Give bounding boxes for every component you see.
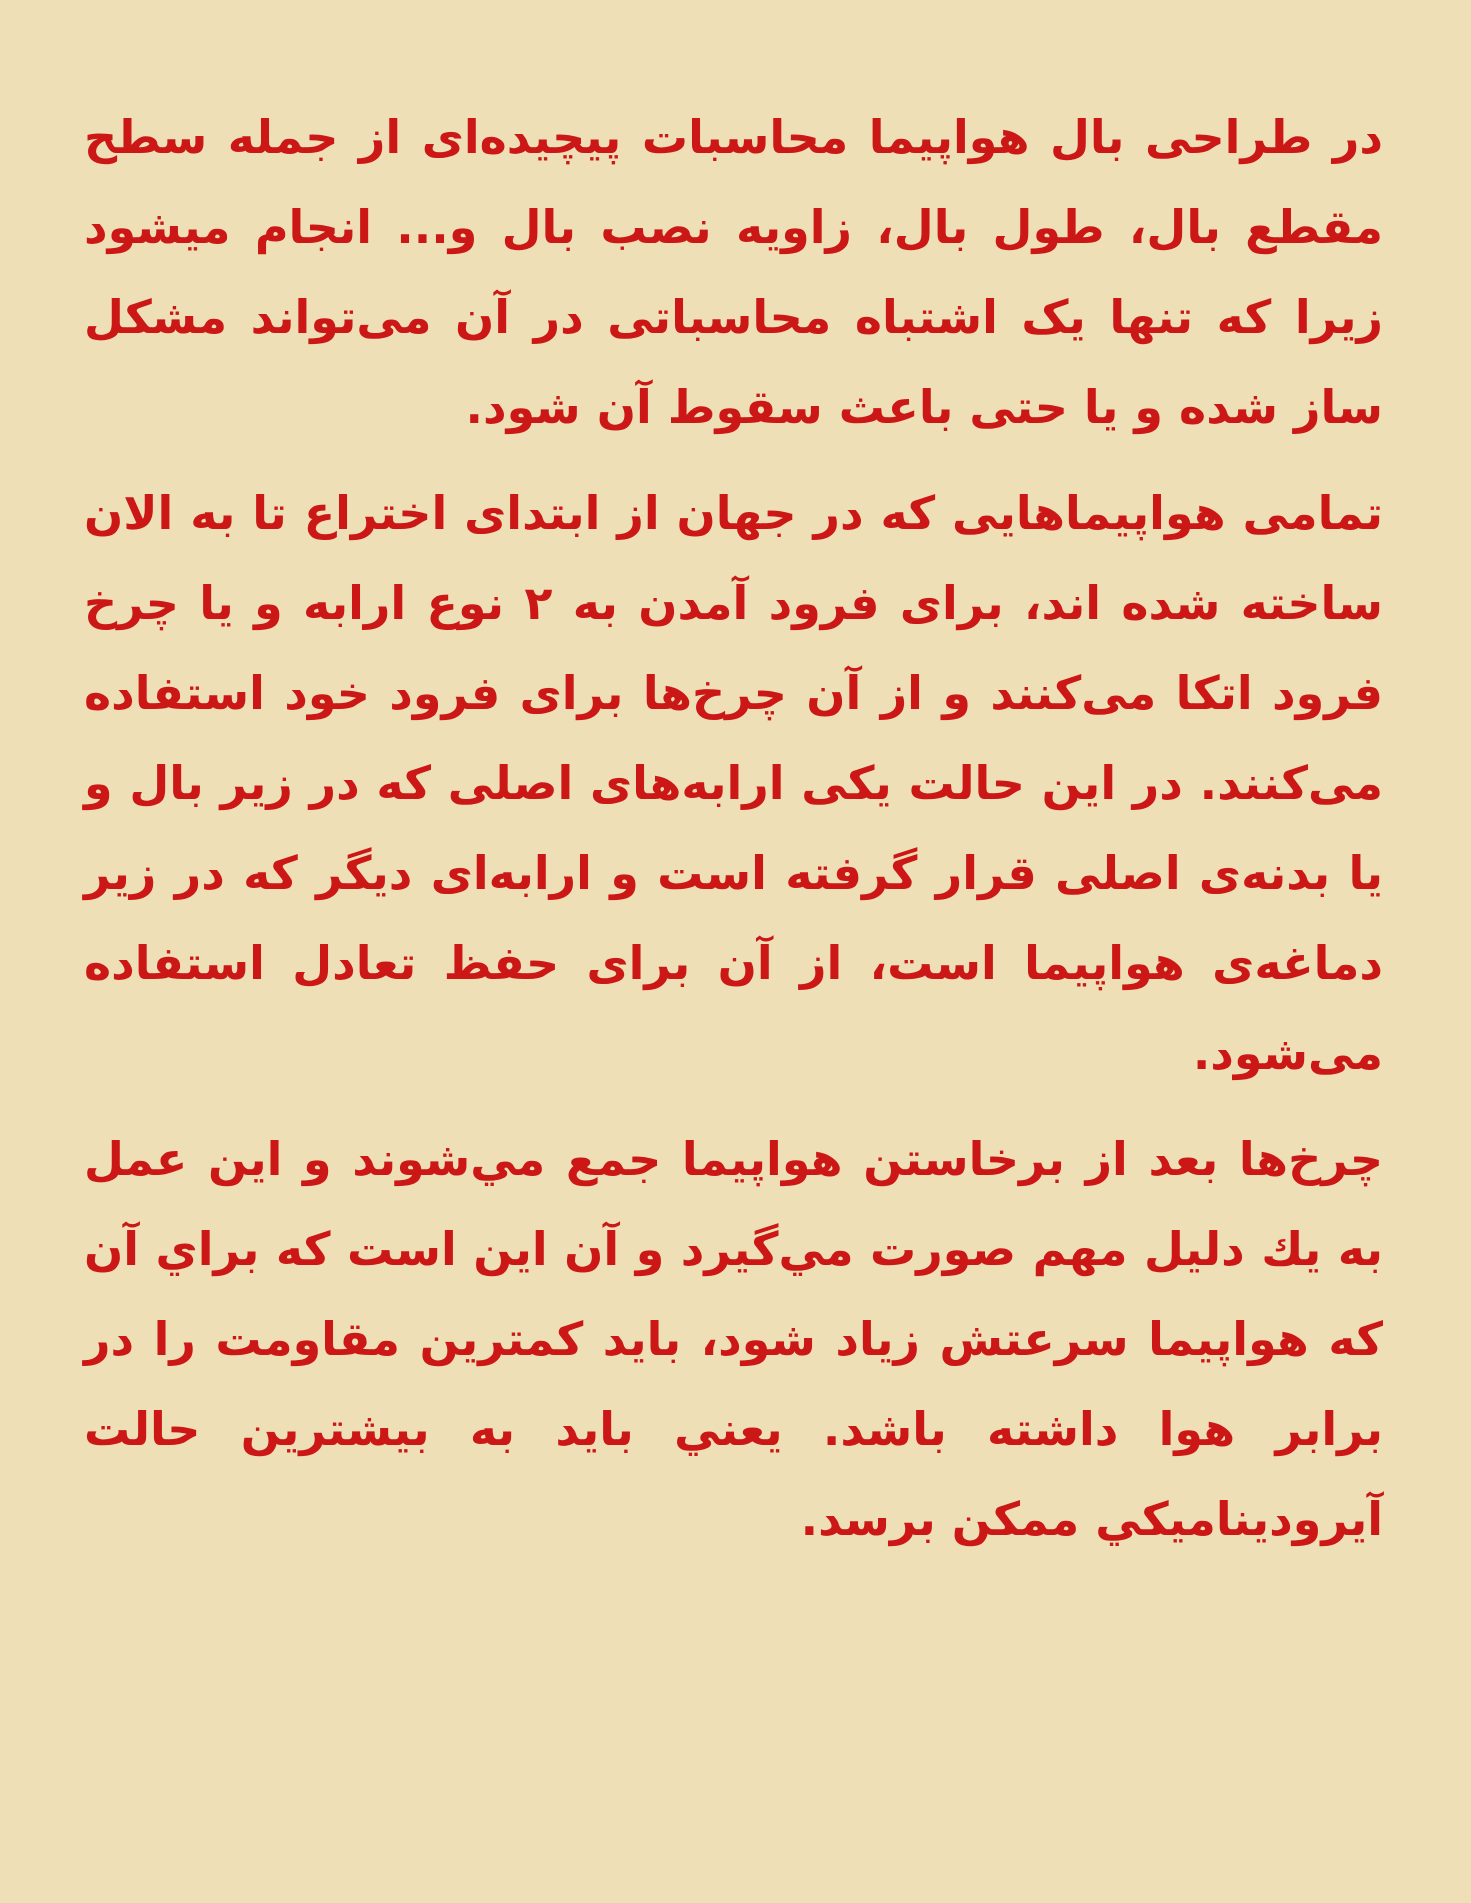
paragraph-wing-design: در طراحی بال هواپیما محاسبات پیچیده‌ای از جمله سطح مقطع بال، طول بال، زاویه نصب بال و... انجام میشود زیرا که تنها یک اشتباه محاسباتی در آن می‌تواند مشکل ساز شده و یا حتی باعث سقوط آن شود. [84, 110, 1383, 434]
paragraph-landing-gear: تمامی هواپیماهایی که در جهان از ابتدای اختراع تا به الان ساخته شده اند، برای فرود آمدن به ۲ نوع ارابه و یا چرخ فرود اتکا می‌کنند و از آن چرخ‌ها برای فرود خود استفاده می‌کنند. در این حالت یکی ارابه‌های اصلی که در زیر بال و یا بدنه‌ی اصلی قرار گرفته است و ارابه‌ای دیگر که در زیر دماغه‌ی هواپیما است، از آن برای حفظ تعادل استفاده می‌شود. [84, 486, 1383, 1080]
paragraph-gear-retraction: چرخ‌ها بعد از برخاستن هواپیما جمع مي‌شوند و این عمل به يك دليل مهم صورت مي‌گيرد و آن این است كه براي آن كه هواپیما سرعتش زیاد شود، بايد كمترين مقاومت را در برابر هوا داشته باشد. يعني بايد به بيشترين حالت آيروديناميكي ممكن برسد. [84, 1132, 1383, 1546]
